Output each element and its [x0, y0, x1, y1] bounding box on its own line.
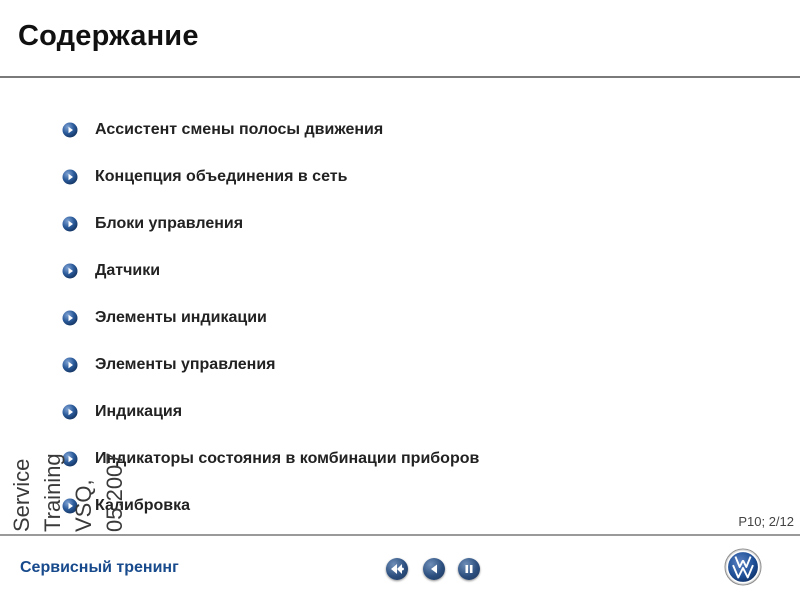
footer-brand-text: Сервисный тренинг: [20, 559, 179, 576]
pause-button[interactable]: [458, 558, 480, 580]
toc-item-label: Блоки управления: [95, 215, 244, 232]
bullet-arrow-icon: [62, 263, 78, 279]
volkswagen-logo: [724, 548, 762, 586]
side-label-line: VSQ,: [71, 479, 96, 532]
bullet-arrow-icon: [62, 216, 78, 232]
bullet-arrow-icon: [62, 357, 78, 373]
title-divider: [0, 76, 800, 78]
toc-item-label: Ассистент смены полосы движения: [95, 121, 384, 138]
page-counter: P10; 2/12: [738, 514, 794, 529]
toc-item-label: Концепция объединения в сеть: [95, 168, 348, 185]
toc-item-sensors[interactable]: [62, 260, 479, 307]
toc-list: [62, 119, 479, 542]
toc-item-label: Калибровка: [95, 497, 191, 514]
toc-item-control-units[interactable]: [62, 213, 479, 260]
bullet-arrow-icon: [62, 310, 78, 326]
side-label-line: 05.2007: [102, 452, 127, 532]
bullet-arrow-icon: [62, 451, 78, 467]
previous-icon: [428, 563, 440, 575]
toc-item-networking-concept[interactable]: [62, 166, 479, 213]
side-label-line: Service: [9, 458, 34, 532]
toc-item-indication[interactable]: [62, 401, 479, 448]
toc-item-label: Датчики: [95, 262, 161, 279]
footer-divider: [0, 534, 800, 536]
pause-icon: [463, 563, 475, 575]
page-title: Содержание: [18, 20, 199, 52]
bullet-arrow-icon: [62, 169, 78, 185]
toc-item-label: Элементы индикации: [95, 309, 267, 326]
bullet-arrow-icon: [62, 498, 78, 514]
toc-item-lane-change-assistant[interactable]: [62, 119, 479, 166]
back-to-start-button[interactable]: [386, 558, 408, 580]
side-label-line: Training: [40, 453, 65, 532]
toc-item-control-elements[interactable]: [62, 354, 479, 401]
back-to-start-icon: [390, 563, 404, 575]
toc-item-instrument-cluster-indicators[interactable]: [62, 448, 479, 495]
bullet-arrow-icon: [62, 122, 78, 138]
toc-item-display-elements[interactable]: [62, 307, 479, 354]
toc-item-label: Индикаторы состояния в комбинации приборов: [95, 450, 480, 467]
previous-slide-button[interactable]: [423, 558, 445, 580]
bullet-arrow-icon: [62, 404, 78, 420]
toc-item-label: Элементы управления: [95, 356, 276, 373]
toc-item-label: Индикация: [95, 403, 183, 420]
